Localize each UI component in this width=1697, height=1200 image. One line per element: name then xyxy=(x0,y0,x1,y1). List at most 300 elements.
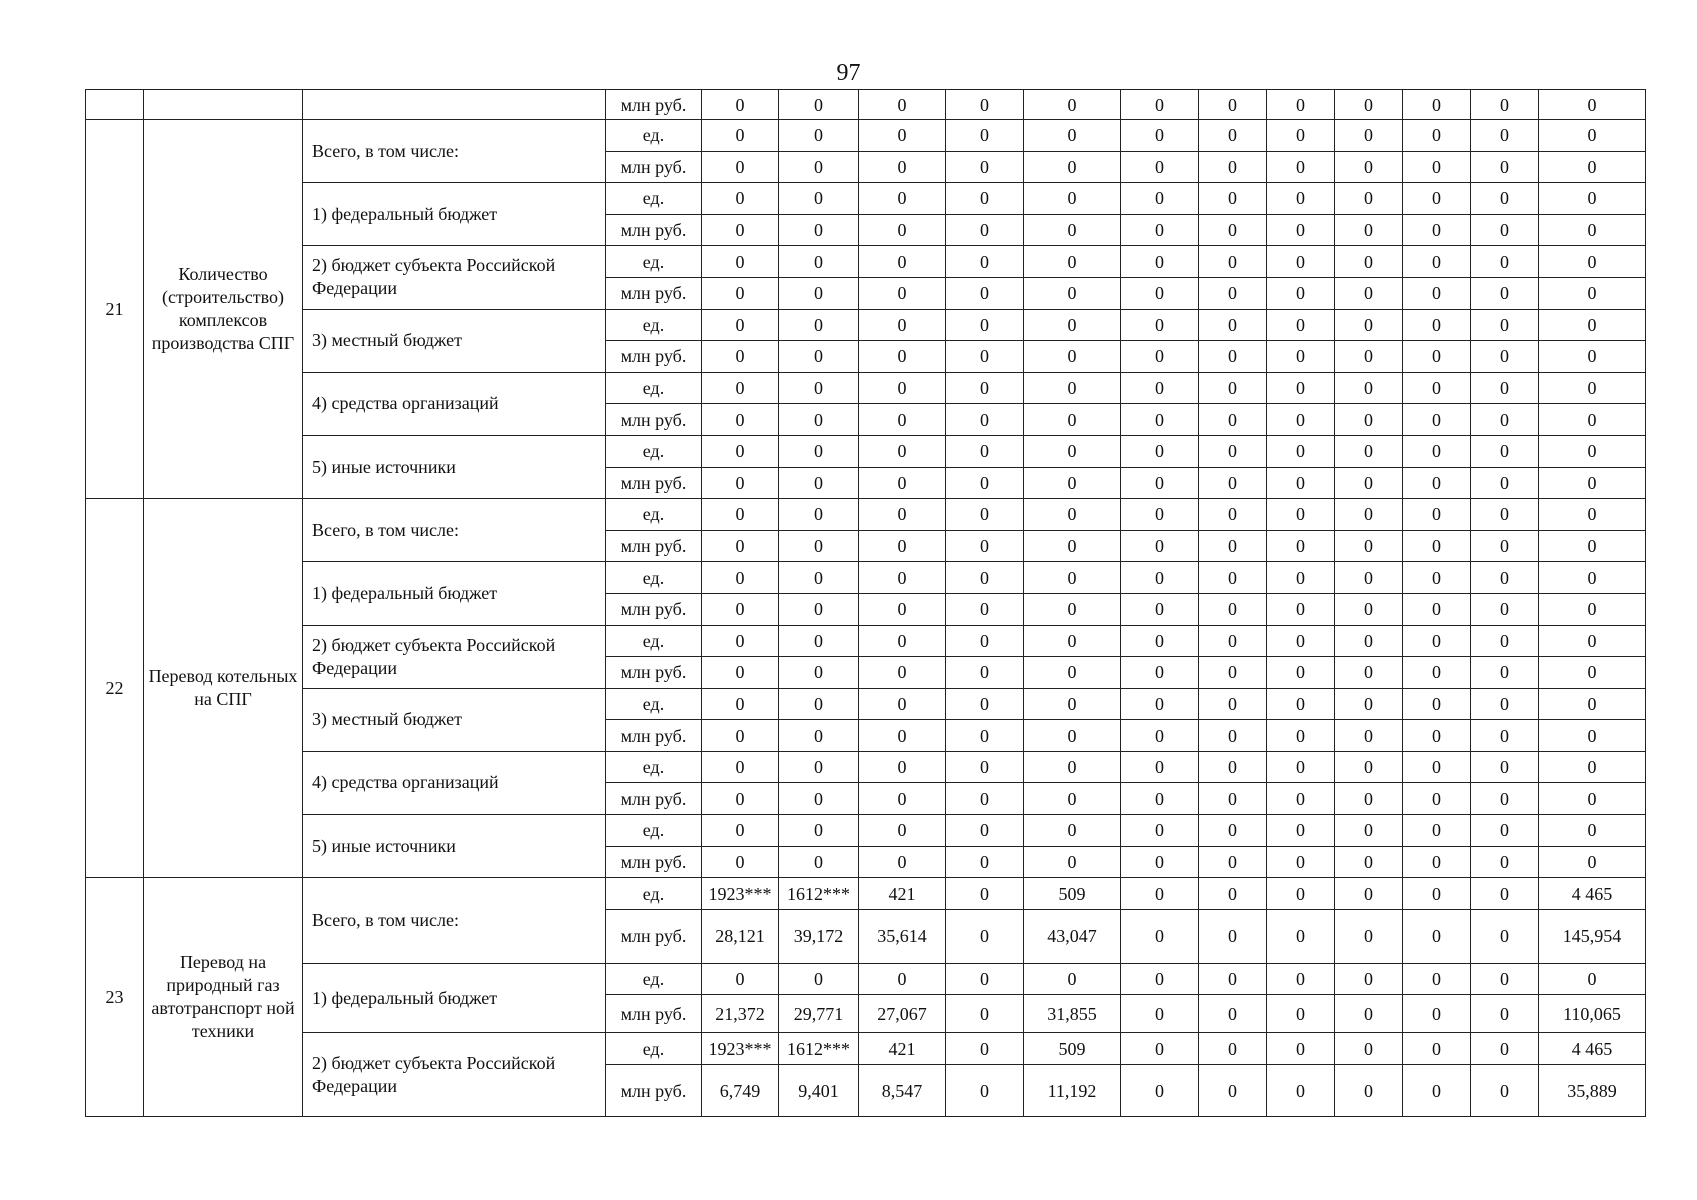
value-cell: 0 xyxy=(702,963,779,995)
value-cell: 0 xyxy=(702,593,779,625)
value-cell: 0 xyxy=(1121,214,1199,246)
value-cell: 0 xyxy=(702,499,779,531)
unit-cell: ед. xyxy=(606,963,702,995)
value-cell: 0 xyxy=(1199,688,1267,720)
value-cell: 0 xyxy=(702,751,779,783)
value-cell: 0 xyxy=(1267,963,1335,995)
value-cell: 0 xyxy=(1199,963,1267,995)
value-cell: 509 xyxy=(1024,878,1121,910)
value-cell: 0 xyxy=(1267,341,1335,373)
value-cell: 0 xyxy=(946,530,1024,562)
value-cell: 0 xyxy=(1267,1033,1335,1065)
table-row xyxy=(86,246,1646,278)
value-cell: 0 xyxy=(702,530,779,562)
value-cell: 0 xyxy=(779,120,859,152)
value-cell: 0 xyxy=(1121,90,1199,120)
value-cell: 0 xyxy=(1471,878,1539,910)
value-cell: 0 xyxy=(946,783,1024,815)
value-cell: 0 xyxy=(1121,751,1199,783)
value-cell: 0 xyxy=(859,183,946,215)
value-cell: 0 xyxy=(1471,151,1539,183)
value-cell: 0 xyxy=(1471,120,1539,152)
unit-cell: млн руб. xyxy=(606,657,702,689)
unit-cell: ед. xyxy=(606,372,702,404)
value-cell: 0 xyxy=(946,751,1024,783)
value-cell: 0 xyxy=(1024,246,1121,278)
table-row xyxy=(86,562,1646,594)
value-cell: 0 xyxy=(779,309,859,341)
value-cell: 0 xyxy=(1121,963,1199,995)
value-cell: 0 xyxy=(1121,1033,1199,1065)
unit-cell: млн руб. xyxy=(606,846,702,878)
value-cell: 0 xyxy=(1539,183,1646,215)
value-cell: 0 xyxy=(702,562,779,594)
value-cell: 0 xyxy=(1267,657,1335,689)
table-row xyxy=(86,751,1646,783)
value-cell: 1612*** xyxy=(779,1033,859,1065)
value-cell: 43,047 xyxy=(1024,909,1121,963)
indicator-cell xyxy=(144,90,303,120)
value-cell: 0 xyxy=(1121,183,1199,215)
value-cell: 0 xyxy=(1121,562,1199,594)
funding-source: 2) бюджет субъекта Российской Федерации xyxy=(303,625,606,688)
value-cell: 0 xyxy=(1539,963,1646,995)
unit-cell: ед. xyxy=(606,435,702,467)
value-cell: 0 xyxy=(1403,783,1471,815)
value-cell: 0 xyxy=(1403,530,1471,562)
unit-cell: ед. xyxy=(606,625,702,657)
value-cell: 0 xyxy=(702,151,779,183)
value-cell: 0 xyxy=(1471,846,1539,878)
value-cell: 0 xyxy=(1121,625,1199,657)
value-cell: 0 xyxy=(946,183,1024,215)
value-cell: 0 xyxy=(779,783,859,815)
value-cell: 31,855 xyxy=(1024,995,1121,1033)
value-cell: 0 xyxy=(1199,372,1267,404)
value-cell: 0 xyxy=(1199,995,1267,1033)
unit-cell: млн руб. xyxy=(606,530,702,562)
value-cell: 0 xyxy=(779,846,859,878)
value-cell: 0 xyxy=(779,404,859,436)
table-row xyxy=(86,183,1646,215)
value-cell: 0 xyxy=(859,499,946,531)
value-cell: 0 xyxy=(1335,372,1403,404)
value-cell: 0 xyxy=(1539,435,1646,467)
value-cell: 0 xyxy=(1024,499,1121,531)
value-cell: 0 xyxy=(1267,562,1335,594)
value-cell: 0 xyxy=(1335,246,1403,278)
value-cell: 0 xyxy=(1471,783,1539,815)
unit-cell: млн руб. xyxy=(606,214,702,246)
value-cell: 0 xyxy=(946,120,1024,152)
value-cell: 0 xyxy=(1121,151,1199,183)
value-cell: 0 xyxy=(1335,878,1403,910)
value-cell: 0 xyxy=(1024,562,1121,594)
value-cell: 0 xyxy=(1471,1065,1539,1117)
value-cell: 0 xyxy=(1403,277,1471,309)
value-cell: 29,771 xyxy=(779,995,859,1033)
value-cell: 35,889 xyxy=(1539,1065,1646,1117)
value-cell: 0 xyxy=(946,562,1024,594)
value-cell: 0 xyxy=(1267,751,1335,783)
value-cell: 1612*** xyxy=(779,878,859,910)
unit-cell: млн руб. xyxy=(606,909,702,963)
value-cell: 0 xyxy=(859,309,946,341)
value-cell: 0 xyxy=(946,909,1024,963)
value-cell: 0 xyxy=(702,309,779,341)
value-cell: 0 xyxy=(946,688,1024,720)
value-cell: 0 xyxy=(1024,467,1121,499)
value-cell: 0 xyxy=(1539,214,1646,246)
value-cell: 0 xyxy=(702,90,779,120)
value-cell: 28,121 xyxy=(702,909,779,963)
unit-cell: млн руб. xyxy=(606,341,702,373)
value-cell: 0 xyxy=(1471,562,1539,594)
value-cell: 0 xyxy=(1267,909,1335,963)
funding-source: 5) иные источники xyxy=(303,435,606,498)
value-cell: 0 xyxy=(1024,435,1121,467)
value-cell: 0 xyxy=(1403,1033,1471,1065)
value-cell: 0 xyxy=(1267,815,1335,847)
value-cell: 0 xyxy=(1121,277,1199,309)
value-cell: 0 xyxy=(1403,995,1471,1033)
table-row xyxy=(86,435,1646,467)
value-cell: 0 xyxy=(1539,530,1646,562)
funding-source: 3) местный бюджет xyxy=(303,688,606,751)
indicator-name: Перевод на природный газ автотранспорт ной техники xyxy=(144,878,303,1117)
value-cell: 0 xyxy=(946,151,1024,183)
value-cell: 8,547 xyxy=(859,1065,946,1117)
unit-cell: ед. xyxy=(606,499,702,531)
value-cell: 0 xyxy=(1267,435,1335,467)
value-cell: 0 xyxy=(1121,309,1199,341)
value-cell: 0 xyxy=(1024,963,1121,995)
unit-cell: млн руб. xyxy=(606,151,702,183)
value-cell: 0 xyxy=(779,214,859,246)
value-cell: 0 xyxy=(1403,1065,1471,1117)
value-cell: 0 xyxy=(1403,372,1471,404)
value-cell: 0 xyxy=(779,593,859,625)
value-cell: 110,065 xyxy=(1539,995,1646,1033)
value-cell: 27,067 xyxy=(859,995,946,1033)
value-cell: 0 xyxy=(1267,309,1335,341)
value-cell: 0 xyxy=(1267,404,1335,436)
funding-source: Всего, в том числе: xyxy=(303,120,606,183)
value-cell: 0 xyxy=(1403,688,1471,720)
value-cell: 0 xyxy=(779,657,859,689)
funding-source: 2) бюджет субъекта Российской Федерации xyxy=(303,246,606,309)
value-cell: 0 xyxy=(859,467,946,499)
value-cell: 0 xyxy=(702,246,779,278)
value-cell: 0 xyxy=(1199,720,1267,752)
value-cell: 0 xyxy=(1335,341,1403,373)
value-cell: 0 xyxy=(859,151,946,183)
indicator-name: Количество (строительство) комплексов производства СПГ xyxy=(144,120,303,499)
value-cell: 0 xyxy=(1403,846,1471,878)
value-cell: 0 xyxy=(1267,90,1335,120)
value-cell: 0 xyxy=(1121,688,1199,720)
value-cell: 0 xyxy=(779,183,859,215)
value-cell: 0 xyxy=(859,435,946,467)
value-cell: 0 xyxy=(859,246,946,278)
value-cell: 145,954 xyxy=(1539,909,1646,963)
value-cell: 0 xyxy=(1539,783,1646,815)
value-cell: 0 xyxy=(1199,657,1267,689)
value-cell: 0 xyxy=(1471,404,1539,436)
unit-cell: млн руб. xyxy=(606,783,702,815)
value-cell: 0 xyxy=(1199,499,1267,531)
value-cell: 0 xyxy=(702,120,779,152)
value-cell: 0 xyxy=(1267,183,1335,215)
value-cell: 6,749 xyxy=(702,1065,779,1117)
value-cell: 0 xyxy=(1335,90,1403,120)
value-cell: 0 xyxy=(1267,467,1335,499)
funding-source: Всего, в том числе: xyxy=(303,499,606,562)
unit-cell: млн руб. xyxy=(606,720,702,752)
value-cell: 0 xyxy=(859,214,946,246)
value-cell: 0 xyxy=(1267,151,1335,183)
value-cell: 0 xyxy=(946,214,1024,246)
value-cell: 0 xyxy=(859,90,946,120)
value-cell: 0 xyxy=(779,372,859,404)
value-cell: 0 xyxy=(1024,183,1121,215)
value-cell: 0 xyxy=(702,404,779,436)
table-body xyxy=(86,90,1646,1117)
value-cell: 0 xyxy=(1199,435,1267,467)
value-cell: 0 xyxy=(1024,815,1121,847)
value-cell: 0 xyxy=(1121,657,1199,689)
value-cell: 0 xyxy=(859,341,946,373)
value-cell: 11,192 xyxy=(1024,1065,1121,1117)
value-cell: 0 xyxy=(779,751,859,783)
value-cell: 0 xyxy=(1199,530,1267,562)
value-cell: 0 xyxy=(1267,593,1335,625)
value-cell: 0 xyxy=(1471,214,1539,246)
value-cell: 0 xyxy=(1539,341,1646,373)
value-cell: 0 xyxy=(1471,963,1539,995)
value-cell: 0 xyxy=(1199,1033,1267,1065)
value-cell: 0 xyxy=(946,435,1024,467)
value-cell: 0 xyxy=(702,783,779,815)
value-cell: 0 xyxy=(1121,530,1199,562)
value-cell: 0 xyxy=(1335,909,1403,963)
value-cell: 0 xyxy=(1024,341,1121,373)
value-cell: 0 xyxy=(1024,751,1121,783)
row-number: 22 xyxy=(86,499,144,878)
value-cell: 0 xyxy=(1403,562,1471,594)
funding-source: 5) иные источники xyxy=(303,815,606,878)
value-cell: 0 xyxy=(702,846,779,878)
table-row xyxy=(86,499,1646,531)
value-cell: 0 xyxy=(1199,341,1267,373)
value-cell: 0 xyxy=(1199,751,1267,783)
value-cell: 0 xyxy=(779,720,859,752)
value-cell: 0 xyxy=(1335,120,1403,152)
value-cell: 0 xyxy=(1024,657,1121,689)
value-cell: 0 xyxy=(1403,214,1471,246)
value-cell: 0 xyxy=(1024,214,1121,246)
value-cell: 0 xyxy=(859,625,946,657)
value-cell: 0 xyxy=(946,1065,1024,1117)
value-cell: 0 xyxy=(1471,183,1539,215)
value-cell: 0 xyxy=(859,963,946,995)
number-cell xyxy=(86,90,144,120)
value-cell: 0 xyxy=(1539,277,1646,309)
value-cell: 0 xyxy=(1024,120,1121,152)
value-cell: 0 xyxy=(1199,404,1267,436)
value-cell: 0 xyxy=(1403,341,1471,373)
value-cell: 0 xyxy=(1539,751,1646,783)
funding-source: 2) бюджет субъекта Российской Федерации xyxy=(303,1033,606,1117)
value-cell: 0 xyxy=(1539,120,1646,152)
value-cell: 0 xyxy=(1024,151,1121,183)
value-cell: 0 xyxy=(946,657,1024,689)
value-cell: 0 xyxy=(1199,309,1267,341)
value-cell: 0 xyxy=(1471,815,1539,847)
value-cell: 0 xyxy=(1403,751,1471,783)
value-cell: 4 465 xyxy=(1539,1033,1646,1065)
value-cell: 0 xyxy=(1403,404,1471,436)
value-cell: 0 xyxy=(779,435,859,467)
unit-cell: млн руб. xyxy=(606,90,702,120)
value-cell: 0 xyxy=(1403,625,1471,657)
value-cell: 0 xyxy=(1471,995,1539,1033)
value-cell: 0 xyxy=(1267,246,1335,278)
value-cell: 0 xyxy=(859,751,946,783)
value-cell: 0 xyxy=(1471,90,1539,120)
value-cell: 0 xyxy=(1121,499,1199,531)
value-cell: 0 xyxy=(1403,435,1471,467)
value-cell: 0 xyxy=(1267,1065,1335,1117)
value-cell: 0 xyxy=(1267,846,1335,878)
value-cell: 0 xyxy=(1539,562,1646,594)
value-cell: 0 xyxy=(1267,688,1335,720)
value-cell: 0 xyxy=(1403,309,1471,341)
value-cell: 0 xyxy=(1199,467,1267,499)
value-cell: 0 xyxy=(1121,246,1199,278)
value-cell: 0 xyxy=(779,815,859,847)
table-row xyxy=(86,688,1646,720)
value-cell: 0 xyxy=(1471,467,1539,499)
value-cell: 0 xyxy=(1024,372,1121,404)
value-cell: 0 xyxy=(1471,688,1539,720)
value-cell: 0 xyxy=(1471,277,1539,309)
value-cell: 0 xyxy=(1403,246,1471,278)
table-row xyxy=(86,878,1646,910)
value-cell: 0 xyxy=(1539,246,1646,278)
value-cell: 0 xyxy=(1199,846,1267,878)
funding-source: 1) федеральный бюджет xyxy=(303,963,606,1033)
value-cell: 0 xyxy=(779,562,859,594)
unit-cell: ед. xyxy=(606,815,702,847)
value-cell: 0 xyxy=(1335,1033,1403,1065)
value-cell: 0 xyxy=(702,372,779,404)
value-cell: 0 xyxy=(1267,120,1335,152)
table-row xyxy=(86,625,1646,657)
value-cell: 0 xyxy=(702,625,779,657)
value-cell: 0 xyxy=(1539,688,1646,720)
funding-source: 3) местный бюджет xyxy=(303,309,606,372)
value-cell: 0 xyxy=(702,183,779,215)
value-cell: 0 xyxy=(1199,593,1267,625)
value-cell: 0 xyxy=(1267,214,1335,246)
value-cell: 0 xyxy=(859,783,946,815)
value-cell: 0 xyxy=(1267,277,1335,309)
value-cell: 0 xyxy=(1403,499,1471,531)
value-cell: 0 xyxy=(1199,625,1267,657)
value-cell: 0 xyxy=(1471,657,1539,689)
row-number: 23 xyxy=(86,878,144,1117)
value-cell: 0 xyxy=(702,214,779,246)
value-cell: 0 xyxy=(1403,909,1471,963)
value-cell: 0 xyxy=(1403,151,1471,183)
value-cell: 0 xyxy=(1403,657,1471,689)
value-cell: 0 xyxy=(1121,435,1199,467)
value-cell: 0 xyxy=(859,815,946,847)
value-cell: 35,614 xyxy=(859,909,946,963)
value-cell: 0 xyxy=(1335,846,1403,878)
row-number: 21 xyxy=(86,120,144,499)
value-cell: 1923*** xyxy=(702,1033,779,1065)
value-cell: 0 xyxy=(779,467,859,499)
value-cell: 0 xyxy=(1403,815,1471,847)
value-cell: 0 xyxy=(1199,878,1267,910)
value-cell: 0 xyxy=(1471,625,1539,657)
value-cell: 0 xyxy=(702,720,779,752)
value-cell: 0 xyxy=(1199,909,1267,963)
value-cell: 0 xyxy=(1024,309,1121,341)
value-cell: 21,372 xyxy=(702,995,779,1033)
value-cell: 0 xyxy=(1539,846,1646,878)
value-cell: 0 xyxy=(1471,1033,1539,1065)
value-cell: 0 xyxy=(1539,90,1646,120)
value-cell: 0 xyxy=(946,720,1024,752)
value-cell: 0 xyxy=(1335,593,1403,625)
value-cell: 0 xyxy=(1121,404,1199,436)
value-cell: 0 xyxy=(1335,214,1403,246)
value-cell: 0 xyxy=(1539,593,1646,625)
value-cell: 9,401 xyxy=(779,1065,859,1117)
value-cell: 0 xyxy=(702,815,779,847)
value-cell: 0 xyxy=(946,1033,1024,1065)
value-cell: 0 xyxy=(1335,435,1403,467)
value-cell: 0 xyxy=(1024,688,1121,720)
value-cell: 0 xyxy=(1121,783,1199,815)
table-row xyxy=(86,815,1646,847)
value-cell: 0 xyxy=(1121,341,1199,373)
value-cell: 0 xyxy=(946,404,1024,436)
value-cell: 0 xyxy=(946,846,1024,878)
value-cell: 0 xyxy=(946,815,1024,847)
value-cell: 0 xyxy=(1335,815,1403,847)
value-cell: 0 xyxy=(1121,1065,1199,1117)
value-cell: 0 xyxy=(1199,90,1267,120)
value-cell: 0 xyxy=(859,657,946,689)
unit-cell: ед. xyxy=(606,1033,702,1065)
value-cell: 0 xyxy=(1471,435,1539,467)
value-cell: 0 xyxy=(1335,1065,1403,1117)
value-cell: 0 xyxy=(779,90,859,120)
value-cell: 0 xyxy=(1335,688,1403,720)
value-cell: 0 xyxy=(946,499,1024,531)
value-cell: 0 xyxy=(1267,783,1335,815)
value-cell: 0 xyxy=(1403,120,1471,152)
table-row xyxy=(86,90,1646,120)
value-cell: 0 xyxy=(946,593,1024,625)
funding-source: Всего, в том числе: xyxy=(303,878,606,964)
table-row xyxy=(86,372,1646,404)
unit-cell: ед. xyxy=(606,751,702,783)
